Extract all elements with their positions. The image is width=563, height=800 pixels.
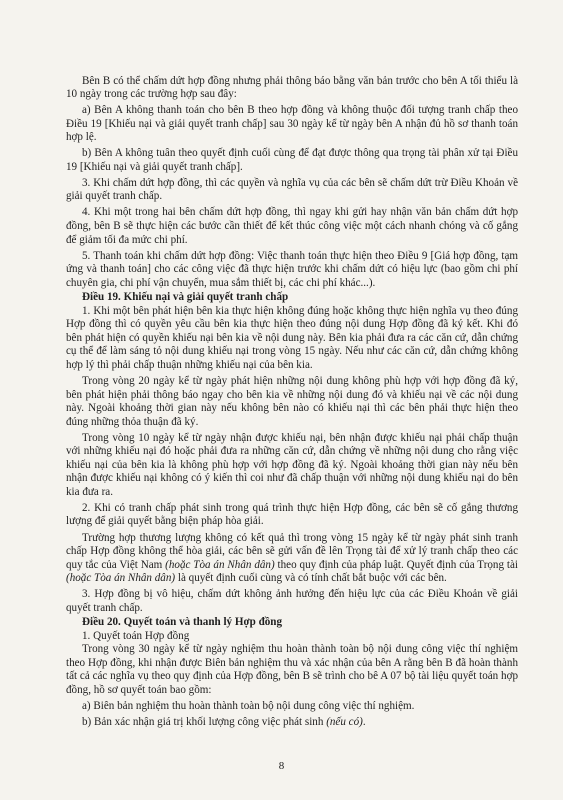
paragraph: 3. Khi chấm dứt hợp đồng, thì các quyền và nghĩa vụ của các bên sẽ chấm dứt trừ Điều Khoản về giải quyết tranh chấp. (66, 176, 518, 203)
text-segment: là quyết định cuối cùng và có tính chất bắt buộc với các bên. (175, 572, 447, 585)
article-20-heading: Điều 20. Quyết toán và thanh lý Hợp đồng (82, 616, 283, 629)
italic-note: (hoặc Tòa án Nhân dân) (66, 572, 176, 585)
page-number: 8 (278, 760, 285, 772)
paragraph: Bên B có thể chấm dứt hợp đồng nhưng phải thông báo bằng văn bản trước cho bên A tối thiểu là 10 ngày trong các trường hợp sau đây: (66, 74, 518, 101)
document-body (66, 72, 518, 730)
paragraph: 3. Hợp đồng bị vô hiệu, chấm dứt không ảnh hưởng đến hiệu lực của các Điều Khoản về giải quyết tranh chấp. (66, 588, 518, 614)
text-segment: b) Bản xác nhận giá trị khối lượng công việc phát sinh (82, 716, 327, 729)
paragraph: 2. Khi có tranh chấp phát sinh trong quá trình thực hiện Hợp đồng, các bên sẽ cố gắng thương lượng để giải quyết bằng biện pháp hòa giải. (66, 501, 518, 528)
paragraph: Trong vòng 20 ngày kể từ ngày phát hiện những nội dung không phù hợp với hợp đồng đã ký, bên phát hiện phải thông báo ngay cho bên kia về những nội dung đó và khiếu nại về các nội dung này. Ngoài khoảng thời gian này nếu không bên nào có khiếu nại thì các bên phải thực hiện theo đúng những thỏa thuận đã ký. (66, 374, 518, 428)
text-segment: theo quy định của pháp luật. Quyết định của Trọng tài (274, 558, 518, 571)
paragraph: a) Bên A không thanh toán cho bên B theo hợp đồng và không thuộc đối tượng tranh chấp theo Điều 19 [Khiếu nại và giải quyết tranh chấp] sau 30 ngày kể từ ngày bên A nhận đủ hồ sơ thanh toán hợp lệ. (66, 104, 518, 144)
paragraph: b) Bên A không tuân theo quyết định cuối cùng để đạt được thông qua trọng tài phân xử tại Điều 19 [Khiếu nại và giải quyết tranh chấp]. (66, 147, 518, 173)
paragraph (66, 532, 518, 586)
italic-note: (hoặc Tòa án Nhân dân) (165, 558, 275, 571)
paragraph: a) Biên bản nghiệm thu hoàn thành toàn bộ nội dung công việc thí nghiệm. (82, 700, 415, 713)
paragraph: Trong vòng 30 ngày kể từ ngày nghiệm thu hoàn thành toàn bộ nội dung công việc thí nghiệm theo Hợp đồng, khi nhận được Biên bản nghiệm thu và xác nhận của bên A rằng bên B đã hoàn thành tất cả các nghĩa vụ theo quy định của Hợp đồng, bên B sẽ trình cho bê A 07 bộ tài liệu quyết toán hợp đồng, hồ sơ quyết toán bao gồm: (66, 643, 518, 697)
text-segment: . (362, 716, 366, 729)
paragraph: 1. Quyết toán Hợp đồng (82, 629, 190, 642)
paragraph: 4. Khi một trong hai bên chấm dứt hợp đồng, thì ngay khi gửi hay nhận văn bản chấm dứt hợp đồng, bên B sẽ thực hiện các bước cần thiết để kết thúc công việc một cách nhanh chóng và cố gắng để giảm tối đa mức chi phí. (66, 206, 518, 246)
paragraph: Trong vòng 10 ngày kể từ ngày nhận được khiếu nại, bên nhận được khiếu nại phải chấp thuận với những khiếu nại đó hoặc phải đưa ra những căn cứ, dẫn chứng về những nội dung cho rằng việc khiếu nại của bên kia là không phù hợp với hợp đồng đã ký. Ngoài khoảng thời gian này nếu bên nhận được khiếu nại không có ý kiến thì coi như đã chấp thuận với những nội dung khiếu nại do bên kia đưa ra. (66, 431, 518, 498)
paragraph: 5. Thanh toán khi chấm dứt hợp đồng: Việc thanh toán thực hiện theo Điều 9 [Giá hợp đồng, tạm ứng và thanh toán] cho các công việc đã thực hiện trước khi chấm dứt có hiệu lực (bao gồm chi phí chuyên gia, chi phí vận chuyển, mua sắm thiết bị, các chi phí khác...). (66, 249, 518, 289)
paragraph: 1. Khi một bên phát hiện bên kia thực hiện không đúng hoặc không thực hiện nghĩa vụ theo đúng Hợp đồng thì có quyền yêu cầu bên kia thực hiện theo đúng nội dung Hợp đồng đã ký kết. Khi đó bên phát hiện có quyền khiếu nại bên kia về nội dung này. Bên kia phải đưa ra các căn cứ, dẫn chứng cụ thể để làm sáng tỏ nội dung khiếu nại trong vòng 15 ngày. Nếu như các căn cứ, dẫn chứng không hợp lý thì phải chấp thuận những khiếu nại của bên kia. (66, 304, 518, 371)
paragraph (66, 716, 518, 730)
article-19-heading: Điều 19. Khiếu nại và giải quyết tranh chấp (82, 291, 289, 304)
text-segment: Trường hợp thương lượng không có kết quả thì trong vòng 15 ngày kể từ ngày phát sinh tranh chấp Hợp đồng không thể hòa giải, các bên sẽ gửi vấn đề lên Trọng tài để xử lý tranh chấp theo các quy tắc của Việt Nam (66, 531, 518, 571)
italic-note: (nếu có) (326, 716, 363, 729)
